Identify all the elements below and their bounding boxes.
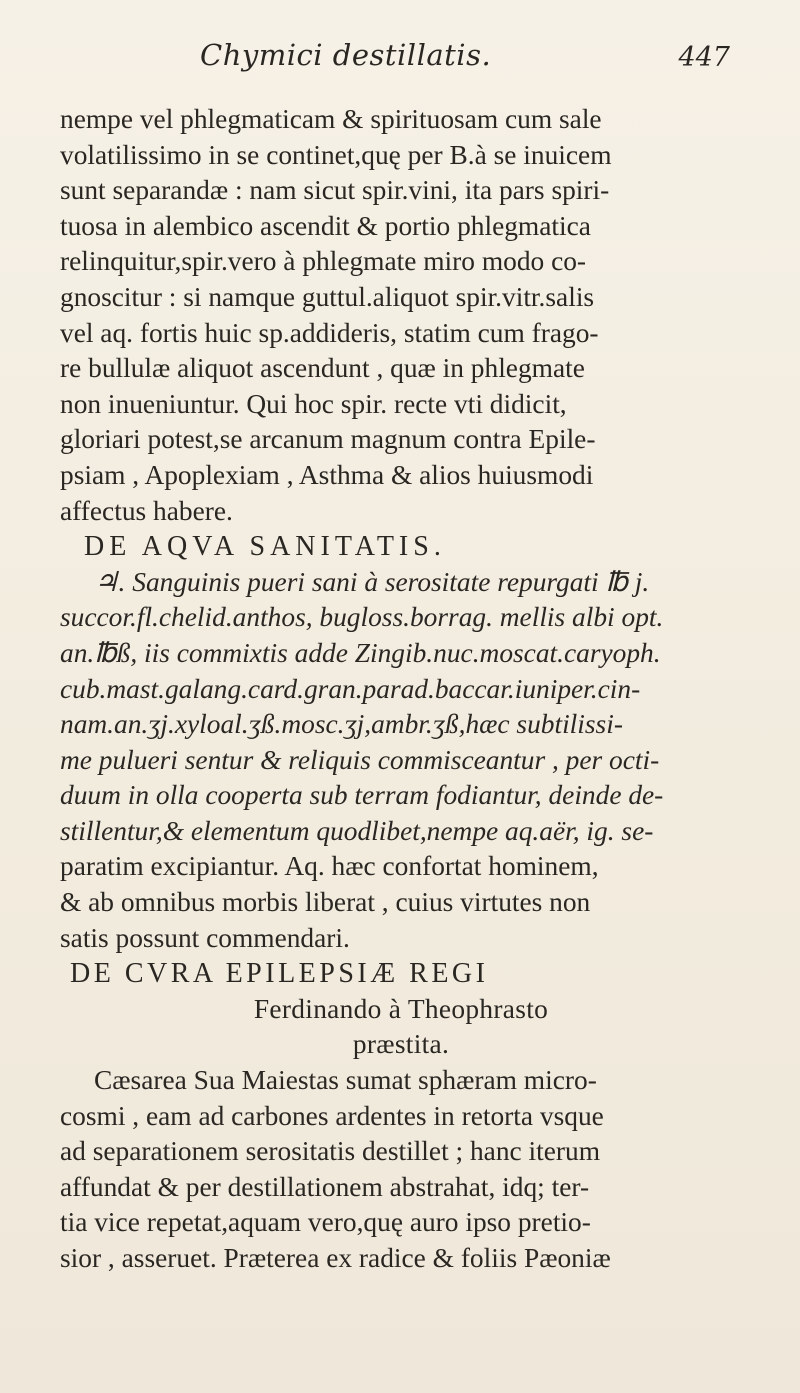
text-line: psiam , Apoplexiam , Asthma & alios huiusmodi bbox=[60, 459, 594, 490]
recipe-line: an.℔ß, iis commixtis adde Zingib.nuc.moscat.caryoph. bbox=[60, 637, 661, 668]
text-line: sior , asseruet. Præterea ex radice & foliis Pæoniæ bbox=[60, 1243, 611, 1273]
recipe-line: cub.mast.galang.card.gran.parad.baccar.iuniper.cin- bbox=[60, 673, 641, 704]
text-line: cosmi , eam ad carbones ardentes in retorta vsque bbox=[60, 1100, 604, 1131]
text-line: volatilissimo in se continet,quę per B.à se inuicem bbox=[60, 139, 612, 170]
text-line: nempe vel phlegmaticam & spirituosam cum sale bbox=[60, 104, 602, 134]
text-line: sunt separandæ : nam sicut spir.vini, ita pars spiri- bbox=[60, 175, 610, 206]
text-line: gloriari potest,se arcanum magnum contra Epile- bbox=[60, 424, 596, 455]
section-subheading: Ferdinando à Theophrasto bbox=[253, 993, 549, 1024]
text-line: & ab omnibus morbis liberat , cuius virtutes non bbox=[60, 887, 591, 918]
page-header bbox=[60, 38, 742, 90]
text-line: tuosa in alembico ascendit & portio phlegmatica bbox=[60, 210, 591, 241]
running-head: Chymici destillatis. bbox=[200, 38, 492, 72]
text-line: paratim excipiantur. Aq. hæc confortat hominem, bbox=[60, 851, 599, 882]
text-line: affectus habere. bbox=[60, 495, 233, 526]
page-body bbox=[60, 102, 742, 1277]
text-line: satis possunt commendari. bbox=[60, 922, 350, 953]
recipe-line: ♃. Sanguinis pueri sani à serositate repurgati ℔ j. bbox=[94, 566, 650, 597]
recipe-line: duum in olla cooperta sub terram fodiantur, deinde de- bbox=[60, 780, 664, 811]
text-line: tia vice repetat,aquam vero,quę auro ipso pretio- bbox=[60, 1207, 591, 1238]
text-line: Cæsarea Sua Maiestas sumat sphæram micro- bbox=[94, 1065, 597, 1096]
recipe-line: me pulueri sentur & reliquis commisceantur , per octi- bbox=[60, 744, 660, 775]
section-subheading: præstita. bbox=[352, 1029, 450, 1060]
recipe-line: succor.fl.chelid.anthos, bugloss.borrag. mellis albi opt. bbox=[60, 602, 664, 633]
text-line: re bullulæ aliquot ascendunt , quæ in phlegmate bbox=[60, 353, 585, 384]
text-line: relinquitur,spir.vero à phlegmate miro modo co- bbox=[60, 246, 587, 277]
section-heading-aqua-sanitatis: DE AQVA SANITATIS. bbox=[84, 531, 446, 563]
text-line: affundat & per destillationem abstrahat, idq; ter- bbox=[60, 1171, 590, 1202]
text-line: gnoscitur : si namque guttul.aliquot spir.vitr.salis bbox=[60, 281, 595, 312]
page-number: 447 bbox=[678, 42, 730, 73]
section-heading-cura-epilepsiae: DE CVRA EPILEPSIÆ REGI bbox=[70, 958, 489, 990]
text-line: ad separationem serositatis destillet ; hanc iterum bbox=[60, 1136, 601, 1167]
recipe-line: nam.an.ʒj.xyloal.ʒß.mosc.ʒj,ambr.ʒß,hæc subtilissi- bbox=[60, 709, 623, 740]
text-line: non inueniuntur. Qui hoc spir. recte vti didicit, bbox=[60, 388, 567, 419]
text-line: vel aq. fortis huic sp.addideris, statim cum frago- bbox=[60, 317, 599, 348]
recipe-line: stillentur,& elementum quodlibet,nempe aq.aër, ig. se- bbox=[60, 815, 654, 846]
